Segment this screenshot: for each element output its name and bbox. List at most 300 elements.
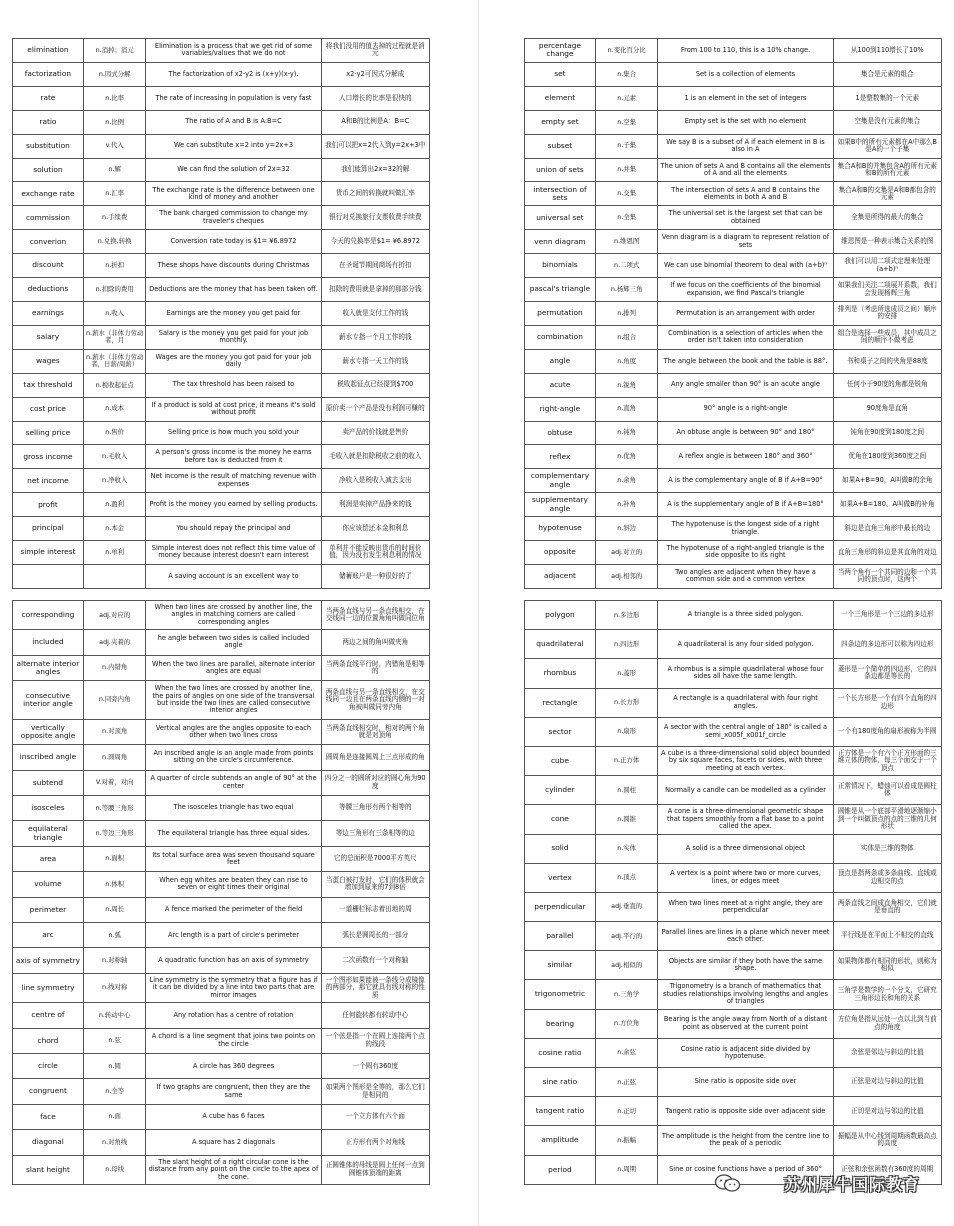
cell-example: When egg whites are beaten they can rise to seven or eight times their original: [146, 872, 321, 897]
cell-term: elimination: [13, 39, 84, 63]
glossary-row: [525, 517, 942, 541]
cell-pos: n.子集: [595, 134, 658, 158]
cell-example: A person's gross income is the money he earns before tax is deducted from it: [146, 445, 321, 469]
cell-term: ratio: [13, 110, 84, 134]
cell-pos: n.交集: [595, 182, 658, 206]
cell-translation: 净收入是税收入减去支出: [321, 469, 429, 493]
cell-term: sector: [525, 717, 596, 746]
cell-example: Vertical angles are the angles opposite to each other when two lines cross: [146, 719, 321, 744]
cell-translation: 正圆锥体的母线是圆上任何一点到圆锥体顶端的距离: [321, 1155, 429, 1184]
cell-term: profit: [13, 493, 84, 517]
cell-example: When the two lines are crossed by another line, the pairs of angles on one side of the transversal but inside the two lines are called consecutive interior angles: [146, 681, 321, 720]
cell-example: Earnings are the money you get paid for: [146, 301, 321, 325]
cell-term: venn diagram: [525, 230, 596, 254]
cell-pos: n.比率: [83, 86, 146, 110]
cell-term: sine ratio: [525, 1068, 596, 1097]
glossary-row: [525, 863, 942, 892]
cell-translation: 正弦是对边与斜边的比值: [833, 1068, 941, 1097]
cell-term: cone: [525, 805, 596, 834]
glossary-table-top-right: [524, 38, 942, 589]
cell-pos: n.弧: [83, 923, 146, 948]
cell-pos: n.元素: [595, 86, 658, 110]
cell-translation: 它的总面积是7000平方英尺: [321, 846, 429, 871]
cell-pos: n.正方体: [595, 746, 658, 775]
cell-pos: n.余角: [595, 469, 658, 493]
cell-pos: n.盈利: [83, 493, 146, 517]
cell-pos: adj.对立的: [595, 541, 658, 565]
glossary-row: [525, 373, 942, 397]
cell-pos: n.全等: [83, 1079, 146, 1104]
cell-translation: 税收起征点已经提到$700: [321, 373, 429, 397]
cell-pos: n.并集: [595, 158, 658, 182]
cell-term: inscribed angle: [13, 745, 84, 770]
cell-translation: 在圣诞节期间商场有折扣: [321, 254, 429, 278]
cell-translation: 顶点是指两条或多条曲线、直线或边相交的点: [833, 863, 941, 892]
cell-translation: 集合A和B的交集是A和B都包含的元素: [833, 182, 941, 206]
glossary-row: [525, 805, 942, 834]
cell-term: chord: [13, 1028, 84, 1053]
glossary-row: [13, 923, 430, 948]
glossary-row: [13, 1104, 430, 1129]
glossary-row: [13, 206, 430, 230]
glossary-row: [13, 110, 430, 134]
cell-term: centre of: [13, 1003, 84, 1028]
glossary-row: [525, 493, 942, 517]
cell-term: vertically opposite angle: [13, 719, 84, 744]
cell-example: The union of sets A and B contains all the elements of A and all the elements: [658, 158, 833, 182]
cell-pos: n.单利: [83, 541, 146, 565]
cell-term: adjacent: [525, 564, 596, 588]
glossary-row: [525, 230, 942, 254]
glossary-row: [525, 39, 942, 63]
cell-translation: 一个弦是指一个在圆上连接两个点的线段: [321, 1028, 429, 1053]
cell-translation: 集合是元素的组合: [833, 62, 941, 86]
cell-translation: 直角三角形的斜边是其直角的对边: [833, 541, 941, 565]
cell-pos: n.消掉；消元: [83, 39, 146, 63]
glossary-row: [13, 541, 430, 565]
cell-pos: n.面: [83, 1104, 146, 1129]
cell-term: consecutive interior angle: [13, 681, 84, 720]
cell-translation: 钝角在90度到180度之间: [833, 421, 941, 445]
cell-translation: 单利并不能反映出货币的时间价值，因为没有发生利息利的情况: [321, 541, 429, 565]
cell-example: A circle has 360 degrees: [146, 1053, 321, 1078]
cell-example: A cube has 6 faces: [146, 1104, 321, 1129]
cell-example: Combination is a selection of articles when the order isn't taken into consideration: [658, 325, 833, 349]
glossary-row: [13, 39, 430, 63]
cell-term: quadrilateral: [525, 630, 596, 659]
glossary-row: [525, 630, 942, 659]
cell-translation: 当两条直线与另一条直线相交，在交线同一边的位置角角叫做同位角: [321, 601, 429, 630]
cell-term: wages: [13, 349, 84, 373]
glossary-row: [13, 821, 430, 846]
cell-term: opposite: [525, 541, 596, 565]
glossary-row: [13, 1003, 430, 1028]
cell-term: principal: [13, 517, 84, 541]
cell-pos: n.等边三角形: [83, 821, 146, 846]
cell-example: The equilateral triangle has three equal sides.: [146, 821, 321, 846]
cell-term: obtuse: [525, 421, 596, 445]
cell-pos: [83, 564, 146, 588]
cell-translation: 优角在180度到360度之间: [833, 445, 941, 469]
glossary-row: [13, 325, 430, 349]
cell-term: rhombus: [525, 659, 596, 688]
cell-term: right-angle: [525, 397, 596, 421]
cell-pos: n.三角学: [595, 980, 658, 1009]
cell-example: Normally a candle can be modelled as a cylinder: [658, 776, 833, 805]
cell-term: alternate interior angles: [13, 655, 84, 680]
cell-translation: 扣除的费用就是拿掉的那部分钱: [321, 278, 429, 302]
cell-example: Set is a collection of elements: [658, 62, 833, 86]
cell-translation: 弧长是圆周长的一部分: [321, 923, 429, 948]
glossary-row: [525, 397, 942, 421]
glossary-row: [525, 469, 942, 493]
cell-term: commission: [13, 206, 84, 230]
glossary-row: [525, 62, 942, 86]
glossary-row: [525, 158, 942, 182]
cell-example: Tangent ratio is opposite side over adjacent side: [658, 1097, 833, 1126]
cell-example: A sector with the central angle of 180° is called a semi_x005f_x001f_circle: [658, 717, 833, 746]
cell-translation: 等边三角形有三条相等的边: [321, 821, 429, 846]
cell-example: A is the complementary angle of B if A+B=90°: [658, 469, 833, 493]
cell-pos: n.补角: [595, 493, 658, 517]
glossary-row: [525, 564, 942, 588]
cell-pos: n.方位角: [595, 1009, 658, 1038]
cell-pos: n.角度: [595, 349, 658, 373]
cell-example: Objects are similar if they both have the same shape.: [658, 951, 833, 980]
cell-translation: 原价卖一个产品是没有利润可赚的: [321, 397, 429, 421]
glossary-row: [525, 1097, 942, 1126]
cell-translation: 振幅是从中心线到周期函数最高点的高度: [833, 1126, 941, 1155]
cell-term: element: [525, 86, 596, 110]
cell-translation: 书和桌子之间的夹角是88度: [833, 349, 941, 373]
cell-pos: n.对称轴: [83, 948, 146, 973]
cell-example: A cone is a three-dimensional geometric shape that tapers smoothly from a flat base to a point called the apex.: [658, 805, 833, 834]
glossary-row: [525, 980, 942, 1009]
cell-example: The tax threshold has been raised to: [146, 373, 321, 397]
cell-example: he angle between two sides is called included angle: [146, 630, 321, 655]
cell-example: Elimination is a process that we get rid of some variables/values that we do not: [146, 39, 321, 63]
cell-example: A chord is a line segment that joins two points on the circle: [146, 1028, 321, 1053]
glossary-table-bottom-left: [12, 600, 430, 1185]
glossary-row: [13, 182, 430, 206]
cell-term: percentage change: [525, 39, 596, 63]
cell-example: The exchange rate is the difference between one kind of money and another: [146, 182, 321, 206]
cell-example: Selling price is how much you sold your: [146, 421, 321, 445]
cell-example: If we focus on the coefficients of the binomial expansion, we find Pascal's triangle: [658, 278, 833, 302]
cell-example: Any rotation has a centre of rotation: [146, 1003, 321, 1028]
cell-example: A triangle is a three sided polygon.: [658, 601, 833, 630]
cell-example: Parallel lines are lines in a plane which never meet each other.: [658, 922, 833, 951]
cell-pos: n.扣除的费用: [83, 278, 146, 302]
cell-translation: 两条直线之间成直角相交，它们就是垂直的: [833, 892, 941, 921]
glossary-row: [13, 158, 430, 182]
cell-translation: 圆周角是连接圆周上三点形成的角: [321, 745, 429, 770]
cell-term: selling price: [13, 421, 84, 445]
glossary-table-top-left: [12, 38, 430, 589]
cell-translation: 正方形有两个对角线: [321, 1130, 429, 1155]
cell-translation: 如果两个图形是全等的，那么它们是相同的: [321, 1079, 429, 1104]
cell-pos: n.圆周角: [83, 745, 146, 770]
cell-term: isosceles: [13, 795, 84, 820]
cell-term: tax threshold: [13, 373, 84, 397]
glossary-row: [525, 349, 942, 373]
cell-example: Sine or cosine functions have a period of 360°: [658, 1155, 833, 1184]
cell-pos: n.税收起征点: [83, 373, 146, 397]
cell-example: The bank charged commission to change my traveler's cheques: [146, 206, 321, 230]
cell-term: subtend: [13, 770, 84, 795]
cell-example: Simple interest does not reflect this time value of money because interest doesn't earn interest: [146, 541, 321, 565]
cell-translation: 收入就是支付工作的钱: [321, 301, 429, 325]
cell-translation: 圆锥是从一个底部平滑地逐渐缩小到一个叫做顶点的点的三维的几何形状: [833, 805, 941, 834]
cell-example: The hypotenuse of a right-angled triangle is the side opposite to its right: [658, 541, 833, 565]
cell-translation: 平行线是在平面上不相交的直线: [833, 922, 941, 951]
cell-translation: 斜边是直角三角形中最长的边: [833, 517, 941, 541]
cell-term: trigonometric: [525, 980, 596, 1009]
glossary-row: [525, 182, 942, 206]
cell-pos: n.二项式: [595, 254, 658, 278]
cell-term: solid: [525, 834, 596, 863]
cell-translation: 储蓄账户是一种很好的了: [321, 564, 429, 588]
cell-term: set: [525, 62, 596, 86]
glossary-row: [525, 601, 942, 630]
cell-pos: adj.相邻的: [595, 564, 658, 588]
glossary-row: [13, 1130, 430, 1155]
cell-pos: n.手续费: [83, 206, 146, 230]
cell-translation: 一道栅栏标志着田地的周: [321, 897, 429, 922]
cell-term: amplitude: [525, 1126, 596, 1155]
cell-pos: n.杨辉三角: [595, 278, 658, 302]
cell-pos: n.内错角: [83, 655, 146, 680]
cell-term: polygon: [525, 601, 596, 630]
glossary-row: [13, 397, 430, 421]
cell-example: A solid is a three dimensional object: [658, 834, 833, 863]
cell-pos: n.薪水（非体力劳动者，月: [83, 325, 146, 349]
glossary-row: [13, 62, 430, 86]
cell-example: Arc length is a part of circle's perimeter: [146, 923, 321, 948]
cell-example: A is the supplementary angle of B if A+B=180°: [658, 493, 833, 517]
cell-term: vertex: [525, 863, 596, 892]
cell-example: We can find the solution of 2x=32: [146, 158, 321, 182]
cell-pos: n.钝角: [595, 421, 658, 445]
cell-pos: n.正弦: [595, 1068, 658, 1097]
cell-translation: 一个三角形是一个三边的多边形: [833, 601, 941, 630]
cell-example: When two lines are crossed by another line, the angles in matching corners are called corresponding angles: [146, 601, 321, 630]
glossary-row: [525, 278, 942, 302]
cell-pos: adj.相似的: [595, 951, 658, 980]
cell-term: parallel: [525, 922, 596, 951]
cell-pos: V.对着，对向: [83, 770, 146, 795]
cell-pos: n.面积: [83, 846, 146, 871]
cell-example: Permutation is an arrangement with order: [658, 301, 833, 325]
cell-translation: 一个有180度角的扇形被称为半圆: [833, 717, 941, 746]
glossary-row: [525, 951, 942, 980]
glossary-row: [13, 601, 430, 630]
cell-translation: 正方体是一个有六个正方形面的三维立体的物体，每三个面交于一个顶点: [833, 746, 941, 775]
cell-pos: n.比例: [83, 110, 146, 134]
cell-pos: n.多边形: [595, 601, 658, 630]
cell-term: supplementary angle: [525, 493, 596, 517]
cell-pos: n.本金: [83, 517, 146, 541]
cell-term: intersection of sets: [525, 182, 596, 206]
cell-pos: n.优角: [595, 445, 658, 469]
cell-translation: 如果物体都有相同的形状，则称为相似: [833, 951, 941, 980]
cell-example: A saving account is an excellent way to: [146, 564, 321, 588]
glossary-row: [525, 1038, 942, 1067]
cell-example: Sine ratio is opposite side over: [658, 1068, 833, 1097]
wechat-icon: [714, 1173, 742, 1193]
cell-translation: 当两条直线平行时，内错角是相等的: [321, 655, 429, 680]
cell-translation: 如果我们关注二项展开系数，我们会发现杨辉三角: [833, 278, 941, 302]
glossary-row: [525, 892, 942, 921]
cell-example: A cube is a three-dimensional solid object bounded by six square faces, facets or sides, with three meeting at each vertex.: [658, 746, 833, 775]
cell-translation: 卖产品的价钱就是售价: [321, 421, 429, 445]
glossary-row: [525, 1126, 942, 1155]
cell-translation: 菱形是一个简单的四边形，它的四条边都是等长的: [833, 659, 941, 688]
cell-term: net income: [13, 469, 84, 493]
glossary-row: [13, 770, 430, 795]
cell-term: congruent: [13, 1079, 84, 1104]
cell-term: salary: [13, 325, 84, 349]
glossary-row: [13, 1028, 430, 1053]
cell-pos: n.组合: [595, 325, 658, 349]
cell-term: deductions: [13, 278, 84, 302]
cell-translation: 全集是所得的最大的集合: [833, 206, 941, 230]
cell-term: earnings: [13, 301, 84, 325]
cell-pos: n.圆锥: [595, 805, 658, 834]
cell-translation: 一个圆有360度: [321, 1053, 429, 1078]
cell-translation: 当蛋白被打发时，它们的体积就会增加到原来的7到8倍: [321, 872, 429, 897]
glossary-row: [13, 1079, 430, 1104]
cell-translation: 余弦是邻边与斜边的比值: [833, 1038, 941, 1067]
cell-term: cube: [525, 746, 596, 775]
cell-pos: n.实体: [595, 834, 658, 863]
cell-example: A vertex is a point where two or more curves, lines, or edges meet: [658, 863, 833, 892]
glossary-row: [13, 373, 430, 397]
cell-example: The ratio of A and B is A:B=C: [146, 110, 321, 134]
cell-example: Its total surface area was seven thousand square feet: [146, 846, 321, 871]
cell-example: An inscribed angle is an angle made from points sitting on the circle's circumference.: [146, 745, 321, 770]
cell-pos: n.周期: [595, 1155, 658, 1184]
cell-translation: 两边之间的角叫做夹角: [321, 630, 429, 655]
glossary-row: [13, 254, 430, 278]
cell-term: angle: [525, 349, 596, 373]
cell-pos: n.因式分解: [83, 62, 146, 86]
cell-term: slant height: [13, 1155, 84, 1184]
cell-term: acute: [525, 373, 596, 397]
cell-example: A rhombus is a simple quadrilateral whose four sides all have the same length.: [658, 659, 833, 688]
cell-pos: n.薪水（非体力劳动者，日薪/周薪）: [83, 349, 146, 373]
cell-example: We can substitute x=2 into y=2x+3: [146, 134, 321, 158]
cell-example: The factorization of x2-y2 is (x+y)(x-y).: [146, 62, 321, 86]
glossary-row: [13, 872, 430, 897]
glossary-row: [13, 349, 430, 373]
cell-example: A quadratic function has an axis of symmetry: [146, 948, 321, 973]
cell-term: axis of symmetry: [13, 948, 84, 973]
cell-example: You should repay the principal and: [146, 517, 321, 541]
cell-example: We can use binomial theorem to deal with (a+b)ⁿ: [658, 254, 833, 278]
cell-pos: adj.对应的: [83, 601, 146, 630]
glossary-row: [13, 973, 430, 1002]
glossary-row: [13, 493, 430, 517]
cell-example: Salary is the money you get paid for your job monthly.: [146, 325, 321, 349]
cell-pos: n.弦: [83, 1028, 146, 1053]
cell-pos: adj.垂直的: [595, 892, 658, 921]
cell-example: A quarter of circle subtends an angle of 90° at the center: [146, 770, 321, 795]
cell-example: A square has 2 diagonals: [146, 1130, 321, 1155]
cell-pos: n.空集: [595, 110, 658, 134]
cell-example: Profit is the money you earned by selling products.: [146, 493, 321, 517]
glossary-row: [13, 86, 430, 110]
cell-term: discount: [13, 254, 84, 278]
cell-translation: 等腰三角形有两个相等的: [321, 795, 429, 820]
glossary-row: [525, 110, 942, 134]
cell-example: Empty set is the set with no element: [658, 110, 833, 134]
cell-term: pascal's triangle: [525, 278, 596, 302]
glossary-row: [525, 325, 942, 349]
cell-pos: n.菱形: [595, 659, 658, 688]
cell-example: Line symmetry is the symmetry that a figure has if it can be divided by a line into two parts that are mirror images: [146, 973, 321, 1002]
glossary-row: [13, 948, 430, 973]
cell-term: universal set: [525, 206, 596, 230]
cell-pos: n.兑换,转换: [83, 230, 146, 254]
cell-term: perimeter: [13, 897, 84, 922]
cell-example: The amplitude is the height from the centre line to the peak of a periodic: [658, 1126, 833, 1155]
glossary-row: [525, 301, 942, 325]
cell-translation: 将我们没用的值去掉的过程就是消元: [321, 39, 429, 63]
cell-translation: 正常情况下，蜡烛可以看成是圆柱体: [833, 776, 941, 805]
cell-term: equilateral triangle: [13, 821, 84, 846]
cell-pos: n.斜边: [595, 517, 658, 541]
cell-translation: 一个图形如果能被一条线分成镜像的两部分，那它就具有线对称的性质: [321, 973, 429, 1002]
cell-translation: 如果A+B=180，A叫做B的补角: [833, 493, 941, 517]
cell-example: Bearing is the angle away from North of a distant point as observed at the current point: [658, 1009, 833, 1038]
cell-pos: n.直角: [595, 397, 658, 421]
cell-translation: 方位角是指从远处一点以北到当前点的角度: [833, 1009, 941, 1038]
cell-translation: 排列是（考虑所选成员之间）顺序的安排: [833, 301, 941, 325]
cell-term: subset: [525, 134, 596, 158]
glossary-row: [13, 1053, 430, 1078]
cell-example: Conversion rate today is $1= ¥6.8972: [146, 230, 321, 254]
glossary-row: [13, 564, 430, 588]
cell-term: diagonal: [13, 1130, 84, 1155]
cell-pos: n.圆柱: [595, 776, 658, 805]
cell-term: rate: [13, 86, 84, 110]
cell-example: 90° angle is a right-angle: [658, 397, 833, 421]
glossary-row: [525, 834, 942, 863]
cell-pos: n.汇率: [83, 182, 146, 206]
cell-translation: 1是整数集的一个元素: [833, 86, 941, 110]
cell-term: bearing: [525, 1009, 596, 1038]
cell-pos: n.扇形: [595, 717, 658, 746]
glossary-row: [13, 719, 430, 744]
cell-term: gross income: [13, 445, 84, 469]
glossary-row: [13, 846, 430, 871]
glossary-row: [13, 897, 430, 922]
cell-pos: n.折扣: [83, 254, 146, 278]
cell-example: An obtuse angle is between 90° and 180°: [658, 421, 833, 445]
cell-translation: 如果B中的所有元素都在A中那么B是A的一个子集: [833, 134, 941, 158]
cell-example: Deductions are the money that has been taken off.: [146, 278, 321, 302]
cell-translation: 正切是对边与邻边的比值: [833, 1097, 941, 1126]
cell-example: The universal set is the largest set that can be obtained: [658, 206, 833, 230]
cell-example: When two lines meet at a right angle, they are perpendicular: [658, 892, 833, 921]
cell-example: When the two lines are parallel, alternate interior angles are equal: [146, 655, 321, 680]
glossary-row: [525, 688, 942, 717]
cell-term: face: [13, 1104, 84, 1129]
cell-term: corresponding: [13, 601, 84, 630]
cell-pos: v.代入: [83, 134, 146, 158]
cell-pos: n.对角线: [83, 1130, 146, 1155]
